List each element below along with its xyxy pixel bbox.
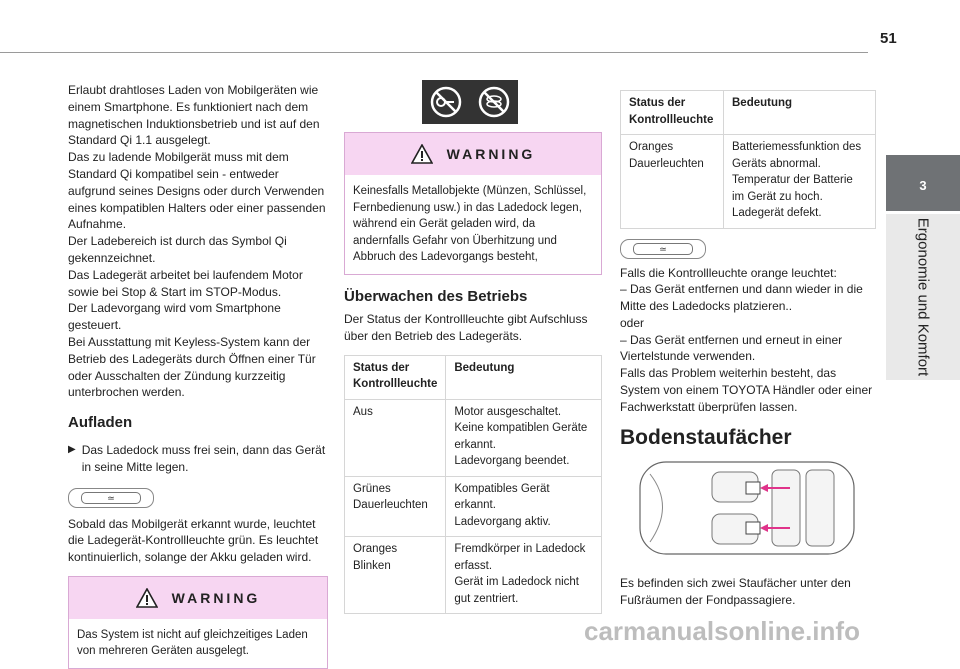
table-cell: Grünes Dauerleuchten xyxy=(345,476,446,537)
vehicle-floor-storage-diagram xyxy=(620,454,870,560)
instruction-line: – Das Gerät entfernen und dann wieder in die Mitte des Ladedocks platzieren.. xyxy=(620,282,863,314)
section-heading-bodenstaufaecher: Bodenstaufächer xyxy=(620,425,792,449)
section-heading-betrieb: Überwachen des Betriebs xyxy=(344,287,528,305)
intro-line: Das zu ladende Mobilgerät muss mit dem Standard Qi kompatibel sein - entweder aufgrund seines Designs oder durch Verwenden eines kompatiblen Halters oder einer passenden Aufnahme. xyxy=(68,150,326,232)
instruction-line: Falls die Kontrollleuchte orange leuchtet: xyxy=(620,265,837,280)
chapter-number-tab[interactable]: 3 xyxy=(886,155,960,211)
step-text: Das Ladedock muss frei sein, dann das Gerät in seine Mitte legen. xyxy=(81,442,326,474)
step-item xyxy=(68,442,328,476)
warning-text: Das System ist nicht auf gleichzeitiges Laden von mehreren Geräten ausgelegt. xyxy=(77,628,308,658)
orange-instructions xyxy=(620,265,876,416)
no-keys-icon xyxy=(429,85,463,119)
table-cell: Oranges Blinken xyxy=(345,537,446,614)
table-header: Status der Kontrollleuchte xyxy=(621,91,724,135)
warning-triangle-icon xyxy=(136,588,158,608)
table-cell: Aus xyxy=(345,399,446,476)
table-header: Bedeutung xyxy=(446,355,602,399)
instruction-line: Falls das Problem weiterhin besteht, das System von einem TOYOTA Händler oder einer Fachwerkstatt überprüfen lassen. xyxy=(620,366,873,414)
play-arrow-icon: ▶ xyxy=(68,443,76,455)
status-table xyxy=(344,355,602,615)
section-heading-aufladen: Aufladen xyxy=(68,414,133,432)
table-cell: Oranges Dauerleuchten xyxy=(621,135,724,229)
table-cell: Fremdkörper in Ladedock erfasst. Gerät im Ladedock nicht gut zentriert. xyxy=(446,537,602,614)
charger-indicator-icon: ≃ xyxy=(620,239,706,259)
warning-title: WARNING xyxy=(171,589,261,606)
status-table-continued xyxy=(620,90,876,229)
watermark: carmanualsonline.info xyxy=(584,616,860,646)
charger-indicator-icon: ≃ xyxy=(68,488,154,508)
table-header: Bedeutung xyxy=(724,91,876,135)
instruction-line: oder xyxy=(620,315,645,330)
warning-title: WARNING xyxy=(446,145,536,162)
intro-line: Das Ladegerät arbeitet bei laufendem Motor sowie bei Stop & Start im STOP-Modus. xyxy=(68,267,303,299)
warning-header xyxy=(345,133,601,175)
page-number: 51 xyxy=(880,30,897,47)
table-row xyxy=(345,476,602,537)
warning-box xyxy=(344,132,602,275)
intro-line: Erlaubt drahtloses Laden von Mobilgeräten wie einem Smartphone. Es funktioniert nach dem magnetischen Induktionsbetrieb und ist auf den Standard Qi 1.1 ausgelegt. xyxy=(68,83,320,148)
warning-text: Keinesfalls Metallobjekte (Münzen, Schlüssel, Fernbedienung usw.) in das Ladedock legen, während ein Gerät geladen wird, da andernfalls Gefahr von Überhitzung und Abbruch des Ladevorgangs besteht, xyxy=(353,185,587,263)
chapter-title: Ergonomie und Komfort xyxy=(914,217,932,377)
header-rule xyxy=(0,52,868,53)
no-coins-icon xyxy=(477,85,511,119)
storage-caption: Es befinden sich zwei Staufächer unter den Fußräumen der Fondpassagiere. xyxy=(620,576,851,608)
warning-box xyxy=(68,576,328,669)
table-cell: Kompatibles Gerät erkannt. Ladevorgang aktiv. xyxy=(446,476,602,537)
no-metal-objects-symbols xyxy=(422,80,518,124)
warning-triangle-icon xyxy=(411,144,433,164)
section-intro: Der Status der Kontrollleuchte gibt Aufschluss über den Betrieb des Ladegeräts. xyxy=(344,312,588,344)
intro-line: Der Ladebereich ist durch das Symbol Qi gekennzeichnet. xyxy=(68,234,287,265)
column-2 xyxy=(344,80,602,614)
intro-line: Der Ladevorgang wird vom Smartphone gesteuert. xyxy=(68,301,281,333)
table-row xyxy=(345,537,602,614)
table-cell: Batteriemessfunktion des Geräts abnormal. Temperatur der Batterie im Gerät zu hoch. Ladegerät defekt. xyxy=(724,135,876,229)
table-row xyxy=(621,135,876,229)
instruction-line: – Das Gerät entfernen und erneut in einer Viertelstunde verwenden. xyxy=(620,332,843,364)
indicator-description: Sobald das Mobilgerät erkannt wurde, leuchtet die Ladegerät-Kontrollleuchte grün. Es leuchtet kontinuierlich, solange der Akku geladen wird. xyxy=(68,516,319,565)
column-1 xyxy=(68,82,328,669)
column-3 xyxy=(620,90,876,609)
warning-header xyxy=(69,577,327,619)
intro-line: Bei Ausstattung mit Keyless-System kann der Betrieb des Ladegeräts durch Öffnen einer Tür oder Ausschalten der Zündung kurzzeitig unterbrochen werden. xyxy=(68,334,316,400)
table-cell: Motor ausgeschaltet. Keine kompatiblen Geräte erkannt. Ladevorgang beendet. xyxy=(446,399,602,476)
chapter-title-tab[interactable] xyxy=(886,214,960,380)
table-row xyxy=(345,399,602,476)
table-header: Status der Kontrollleuchte xyxy=(345,355,446,399)
